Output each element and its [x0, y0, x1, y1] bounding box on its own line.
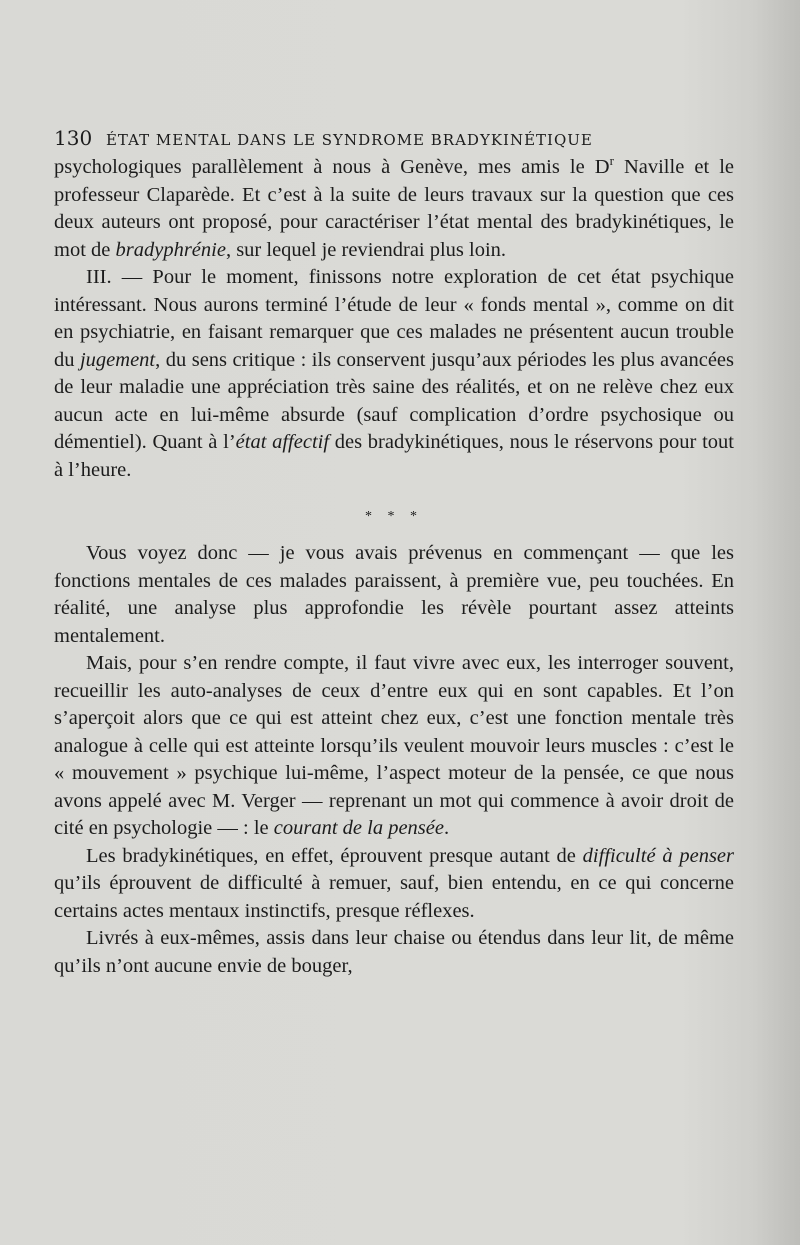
section-separator — [54, 484, 734, 540]
asterism: * * * — [365, 509, 423, 524]
text-segment: Livrés à eux-mêmes, assis dans leur chaise ou étendus dans leur lit, de même qu’ils n’ont aucune envie de bouger, — [54, 927, 734, 977]
text-segment: , sur lequel je reviendrai plus loin. — [225, 238, 507, 261]
paragraph — [54, 650, 734, 843]
text-segment: Naville et le professeur Claparède. Et c’est à la suite de leurs travaux sur la question que ces deux auteurs ont proposé, pour caractériser l’état mental des bradykinétiques, le mot de — [54, 156, 734, 261]
text-segment: psychologiques parallèlement à nous à Genève, mes amis le D — [54, 156, 610, 178]
text-segment: Les bradykinétiques, en effet, éprouvent presque autant de — [86, 844, 583, 867]
running-header — [54, 126, 744, 150]
italic-text: courant de la pensée — [273, 817, 444, 839]
page-number: 130 — [54, 126, 93, 150]
paragraph — [54, 925, 734, 980]
text-segment: Vous voyez donc — je vous avais prévenus en commençant — que les fonctions mentales de ces malades paraissent, à première vue, peu touchées. En réalité, une analyse plus approfondie les révèle pourtant assez atteints mentalement. — [54, 542, 734, 647]
text-segment: qu’ils éprouvent de difficulté à remuer, sauf, bien entendu, en ce qui concerne certains actes mentaux instinctifs, presque réflexes. — [54, 872, 734, 922]
superscript-text: r — [609, 153, 614, 169]
paragraph — [54, 843, 734, 926]
text-segment: , du sens critique : ils conservent jusqu’aux périodes les plus avancées de leur maladie une appréciation très saine des réalités, et on ne relève chez eux aucun acte en lui-même absurde (sauf complication d’ordre psychosique ou démentiel). Quant à l’ — [54, 348, 734, 453]
italic-text: état affectif — [235, 431, 330, 453]
text-segment: Mais, pour s’en rendre compte, il faut vivre avec eux, les interroger souvent, recueillir les auto-analyses de ceux d’entre eux qui en sont capables. Et l’on s’aperçoit alors que ce qui est atteint chez eux, c’est une fonction mentale très analogue à celle qui est atteinte lorsqu’ils veulent mouvoir leurs muscles : c’est le « mouvement » psychique lui-même, l’aspect moteur de la pensée, ce que nous avons appelé avec M. Verger — reprenant un mot qui commence à avoir droit de cité en psychologie — : le — [54, 652, 734, 839]
running-title: ÉTAT MENTAL DANS LE SYNDROME BRADYKINÉTIQUE — [105, 131, 593, 149]
italic-text: jugement — [79, 348, 156, 371]
body-text — [54, 154, 734, 980]
paragraph — [54, 264, 734, 484]
paragraph — [54, 540, 734, 650]
paragraph — [54, 154, 734, 264]
text-segment: III. — Pour le moment, finissons notre exploration de cet état psychique intéressant. Nous aurons terminé l’étude de leur « fonds mental », comme on dit en psychiatrie, en faisant remarquer que ces malades ne présentent aucun trouble du — [54, 266, 734, 371]
italic-text: bradyphrénie — [115, 238, 226, 261]
text-segment: des bradykinétiques, nous le réservons pour tout à l’heure. — [54, 431, 734, 481]
text-segment: . — [443, 817, 450, 839]
italic-text: difficulté à penser — [582, 844, 734, 867]
